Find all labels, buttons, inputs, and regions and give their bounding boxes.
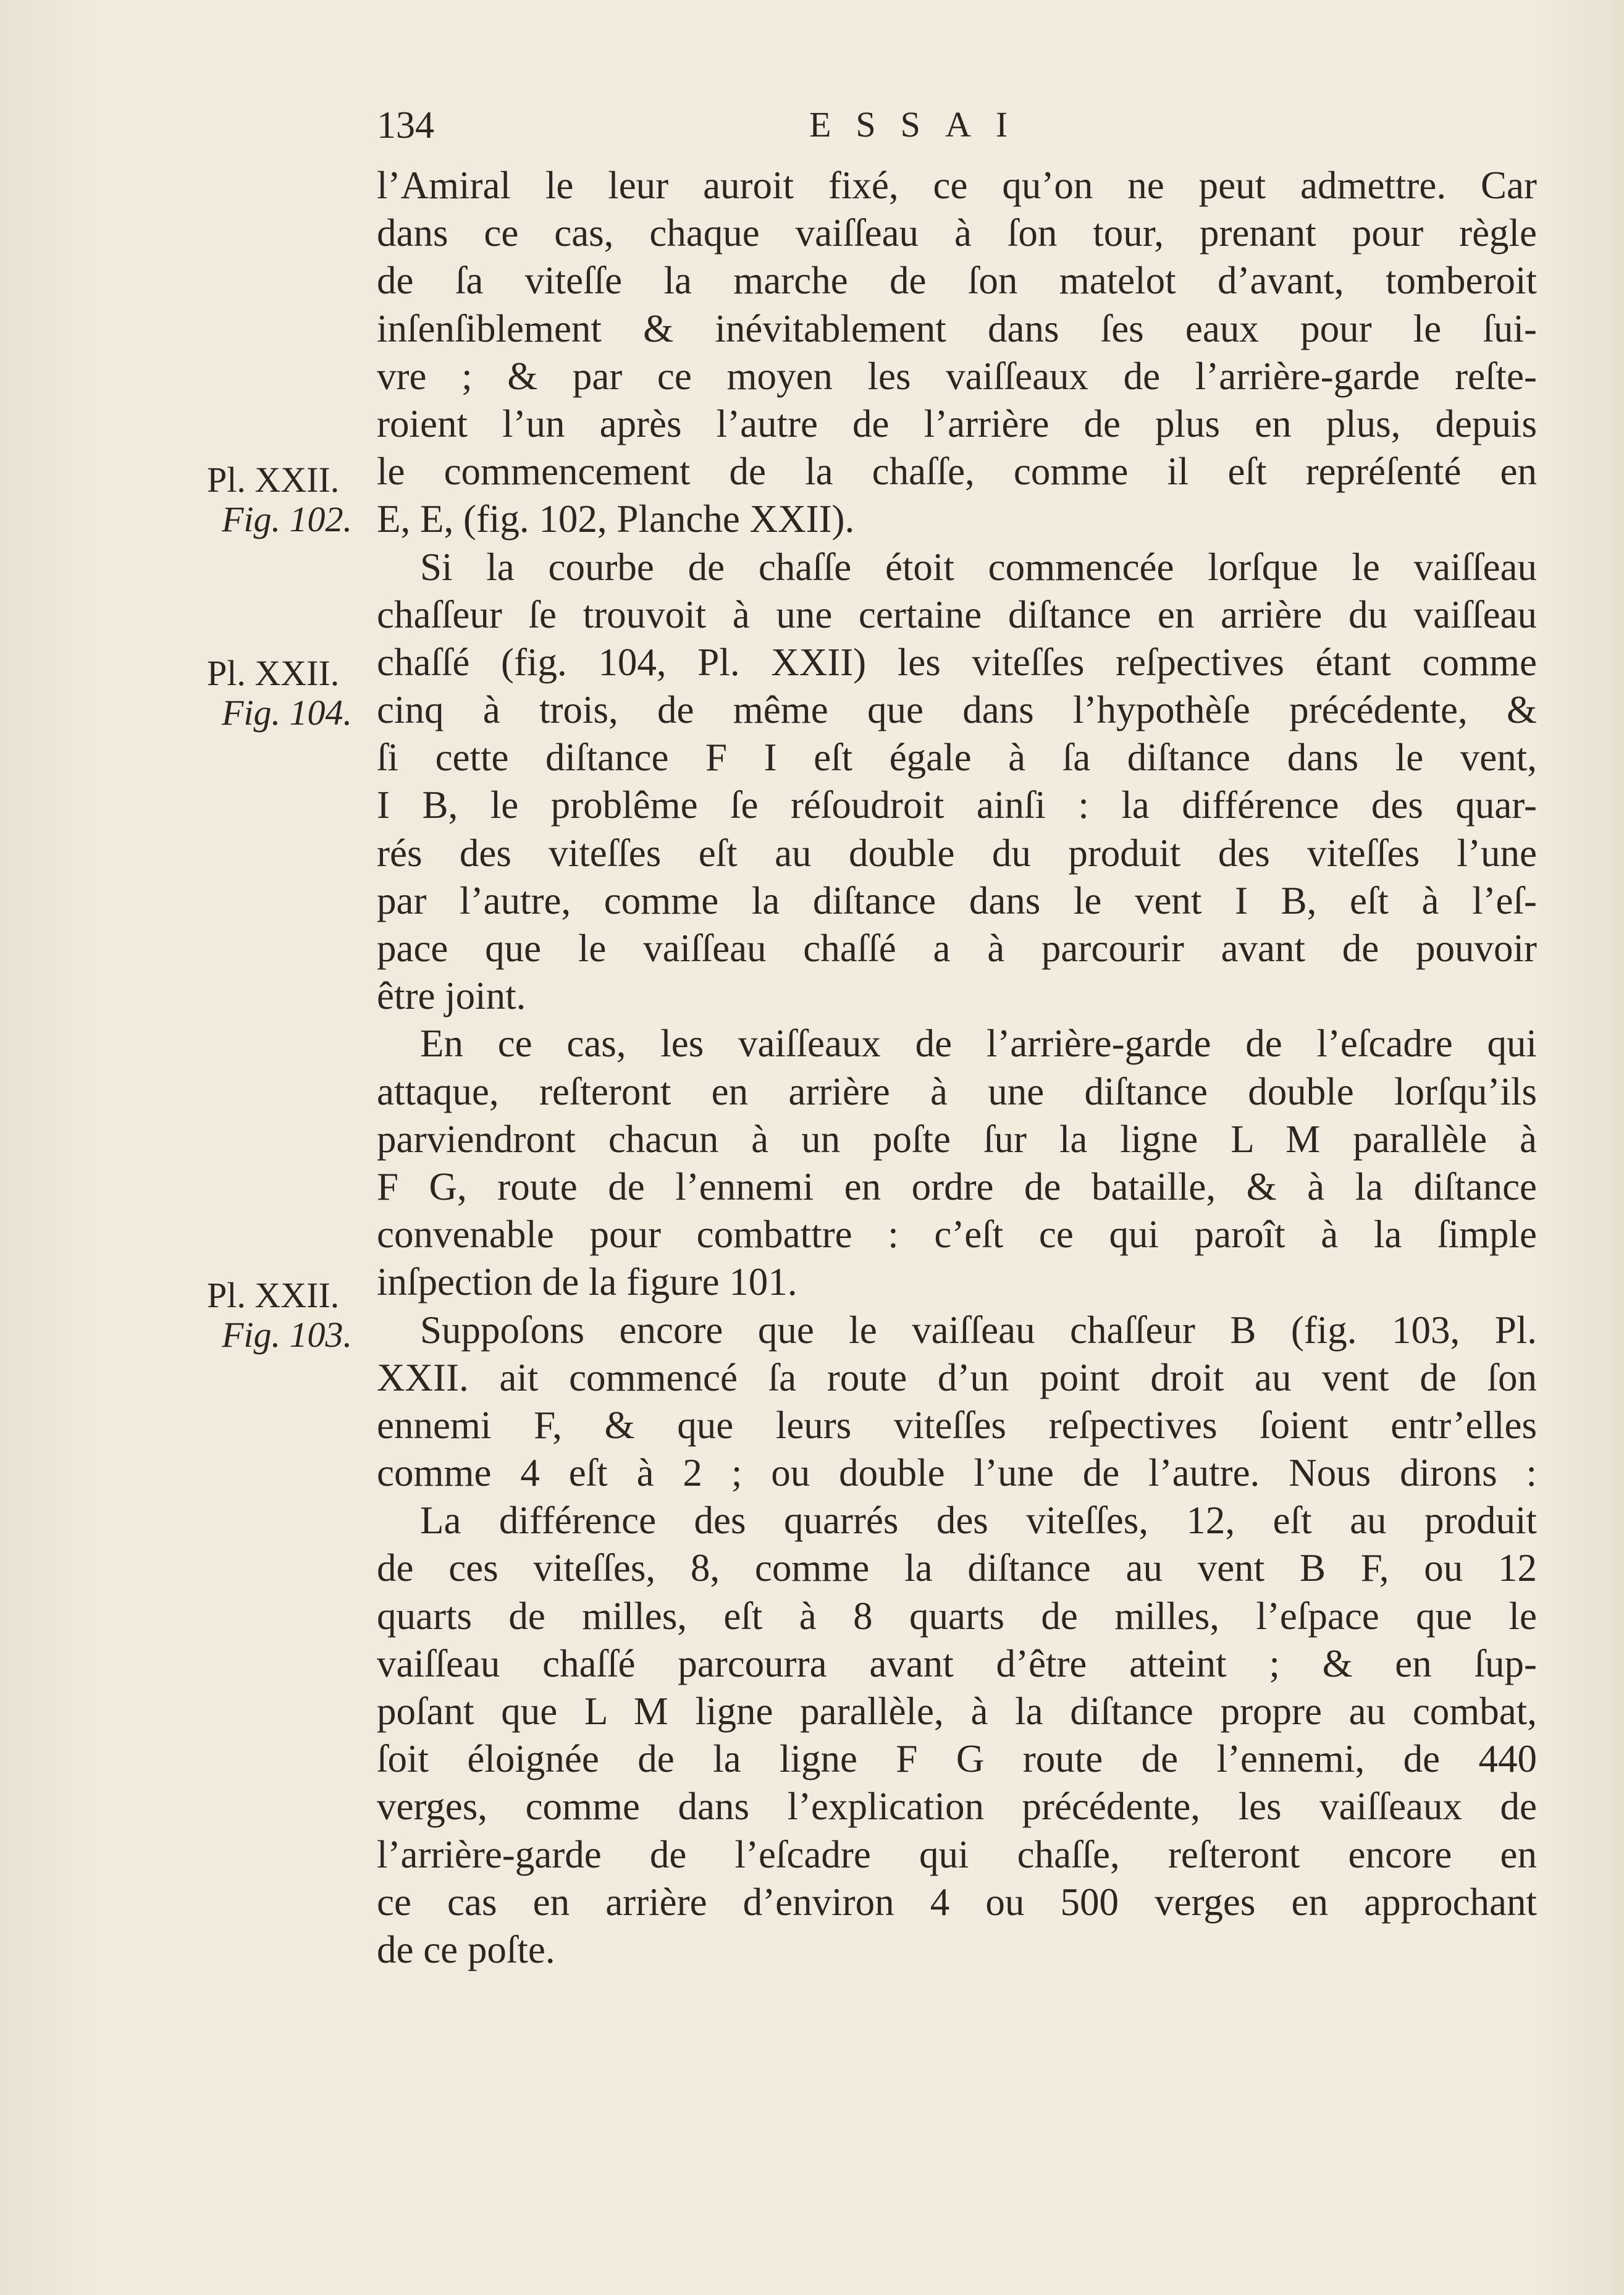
text-line: le commencement de la chaſſe, comme il eſt repréſenté en bbox=[377, 450, 1537, 494]
text-line: rés des viteſſes eſt au double du produit des viteſſes l’une bbox=[377, 831, 1537, 875]
text-line: attaque, reſteront en arrière à une diſtance double lorſqu’ils bbox=[377, 1069, 1537, 1113]
margin-figure: Fig. 103. bbox=[222, 1315, 353, 1355]
text-line: Si la courbe de chaſſe étoit commencée lorſque le vaiſſeau bbox=[420, 545, 1537, 589]
page-number: 134 bbox=[377, 104, 434, 146]
margin-plate: Pl. XXII. bbox=[207, 1275, 340, 1315]
text-line: l’Amiral le leur auroit fixé, ce qu’on ne peut admettre. Car bbox=[377, 164, 1537, 207]
text-line: convenable pour combattre : c’eſt ce qui paroît à la ſimple bbox=[377, 1213, 1537, 1257]
text-line: poſant que L M ligne parallèle, à la diſtance propre au combat, bbox=[377, 1690, 1537, 1733]
margin-note-fig-103 bbox=[207, 1276, 352, 1355]
text-line: ſoit éloignée de la ligne F G route de l’ennemi, de 440 bbox=[377, 1737, 1537, 1781]
text-line: ce cas en arrière d’environ 4 ou 500 verges en approchant bbox=[377, 1880, 1537, 1924]
text-line: ſi cette diſtance F I eſt égale à ſa diſtance dans le vent, bbox=[377, 736, 1537, 780]
text-line: cinq à trois, de même que dans l’hypothèſe précédente, & bbox=[377, 688, 1537, 732]
text-line: pace que le vaiſſeau chaſſé a à parcourir avant de pouvoir bbox=[377, 927, 1537, 970]
text-line: F G, route de l’ennemi en ordre de bataille, & à la diſtance bbox=[377, 1164, 1537, 1208]
text-line: parviendront chacun à un poſte ſur la ligne L M parallèle à bbox=[377, 1117, 1537, 1161]
text-line: verges, comme dans l’explication précédente, les vaiſſeaux de bbox=[377, 1785, 1537, 1829]
text-line: vre ; & par ce moyen les vaiſſeaux de l’arrière-garde reſte- bbox=[377, 354, 1537, 398]
text-line: comme 4 eſt à 2 ; ou double l’une de l’autre. Nous dirons : bbox=[377, 1451, 1537, 1495]
text-line: de ce poſte. bbox=[377, 1927, 555, 1971]
body-text bbox=[377, 162, 1537, 1974]
text-line: Suppoſons encore que le vaiſſeau chaſſeur B (fig. 103, Pl. bbox=[420, 1308, 1537, 1352]
text-line: E, E, (fig. 102, Planche XXII). bbox=[377, 497, 855, 541]
text-line: de ces viteſſes, 8, comme la diſtance au vent B F, ou 12 bbox=[377, 1546, 1537, 1590]
text-line: La différence des quarrés des viteſſes, 12, eſt au produit bbox=[420, 1499, 1537, 1543]
text-line: inſpection de la figure 101. bbox=[377, 1260, 797, 1304]
margin-plate: Pl. XXII. bbox=[207, 460, 340, 500]
margin-figure: Fig. 102. bbox=[222, 499, 353, 539]
text-line: vaiſſeau chaſſé parcourra avant d’être atteint ; & en ſup- bbox=[377, 1641, 1537, 1685]
text-line: chaſſé (fig. 104, Pl. XXII) les viteſſes reſpectives étant comme bbox=[377, 640, 1537, 684]
text-line: chaſſeur ſe trouvoit à une certaine diſtance en arrière du vaiſſeau bbox=[377, 592, 1537, 636]
text-line: inſenſiblement & inévitablement dans ſes eaux pour le ſui- bbox=[377, 306, 1537, 350]
text-line: par l’autre, comme la diſtance dans le vent I B, eſt à l’eſ- bbox=[377, 878, 1537, 922]
margin-plate: Pl. XXII. bbox=[207, 653, 340, 693]
margin-note-fig-102 bbox=[207, 460, 352, 539]
text-line: I B, le problême ſe réſoudroit ainſi : la différence des quar- bbox=[377, 783, 1537, 827]
page-header bbox=[377, 104, 1507, 159]
text-line: de ſa viteſſe la marche de ſon matelot d’avant, tomberoit bbox=[377, 259, 1537, 303]
running-title: ESSAI bbox=[809, 104, 1033, 145]
text-line: XXII. ait commencé ſa route d’un point droit au vent de ſon bbox=[377, 1355, 1537, 1399]
text-line: ennemi F, & que leurs viteſſes reſpectives ſoient entr’elles bbox=[377, 1403, 1537, 1447]
text-line: quarts de milles, eſt à 8 quarts de milles, l’eſpace que le bbox=[377, 1594, 1537, 1638]
text-line: En ce cas, les vaiſſeaux de l’arrière-garde de l’eſcadre qui bbox=[420, 1022, 1537, 1066]
text-line: roient l’un après l’autre de l’arrière de plus en plus, depuis bbox=[377, 402, 1537, 445]
text-line: l’arrière-garde de l’eſcadre qui chaſſe, reſteront encore en bbox=[377, 1832, 1537, 1876]
margin-note-fig-104 bbox=[207, 654, 352, 733]
text-line: être joint. bbox=[377, 974, 526, 1018]
text-line: dans ce cas, chaque vaiſſeau à ſon tour, prenant pour règle bbox=[377, 211, 1537, 255]
margin-figure: Fig. 104. bbox=[222, 693, 353, 733]
